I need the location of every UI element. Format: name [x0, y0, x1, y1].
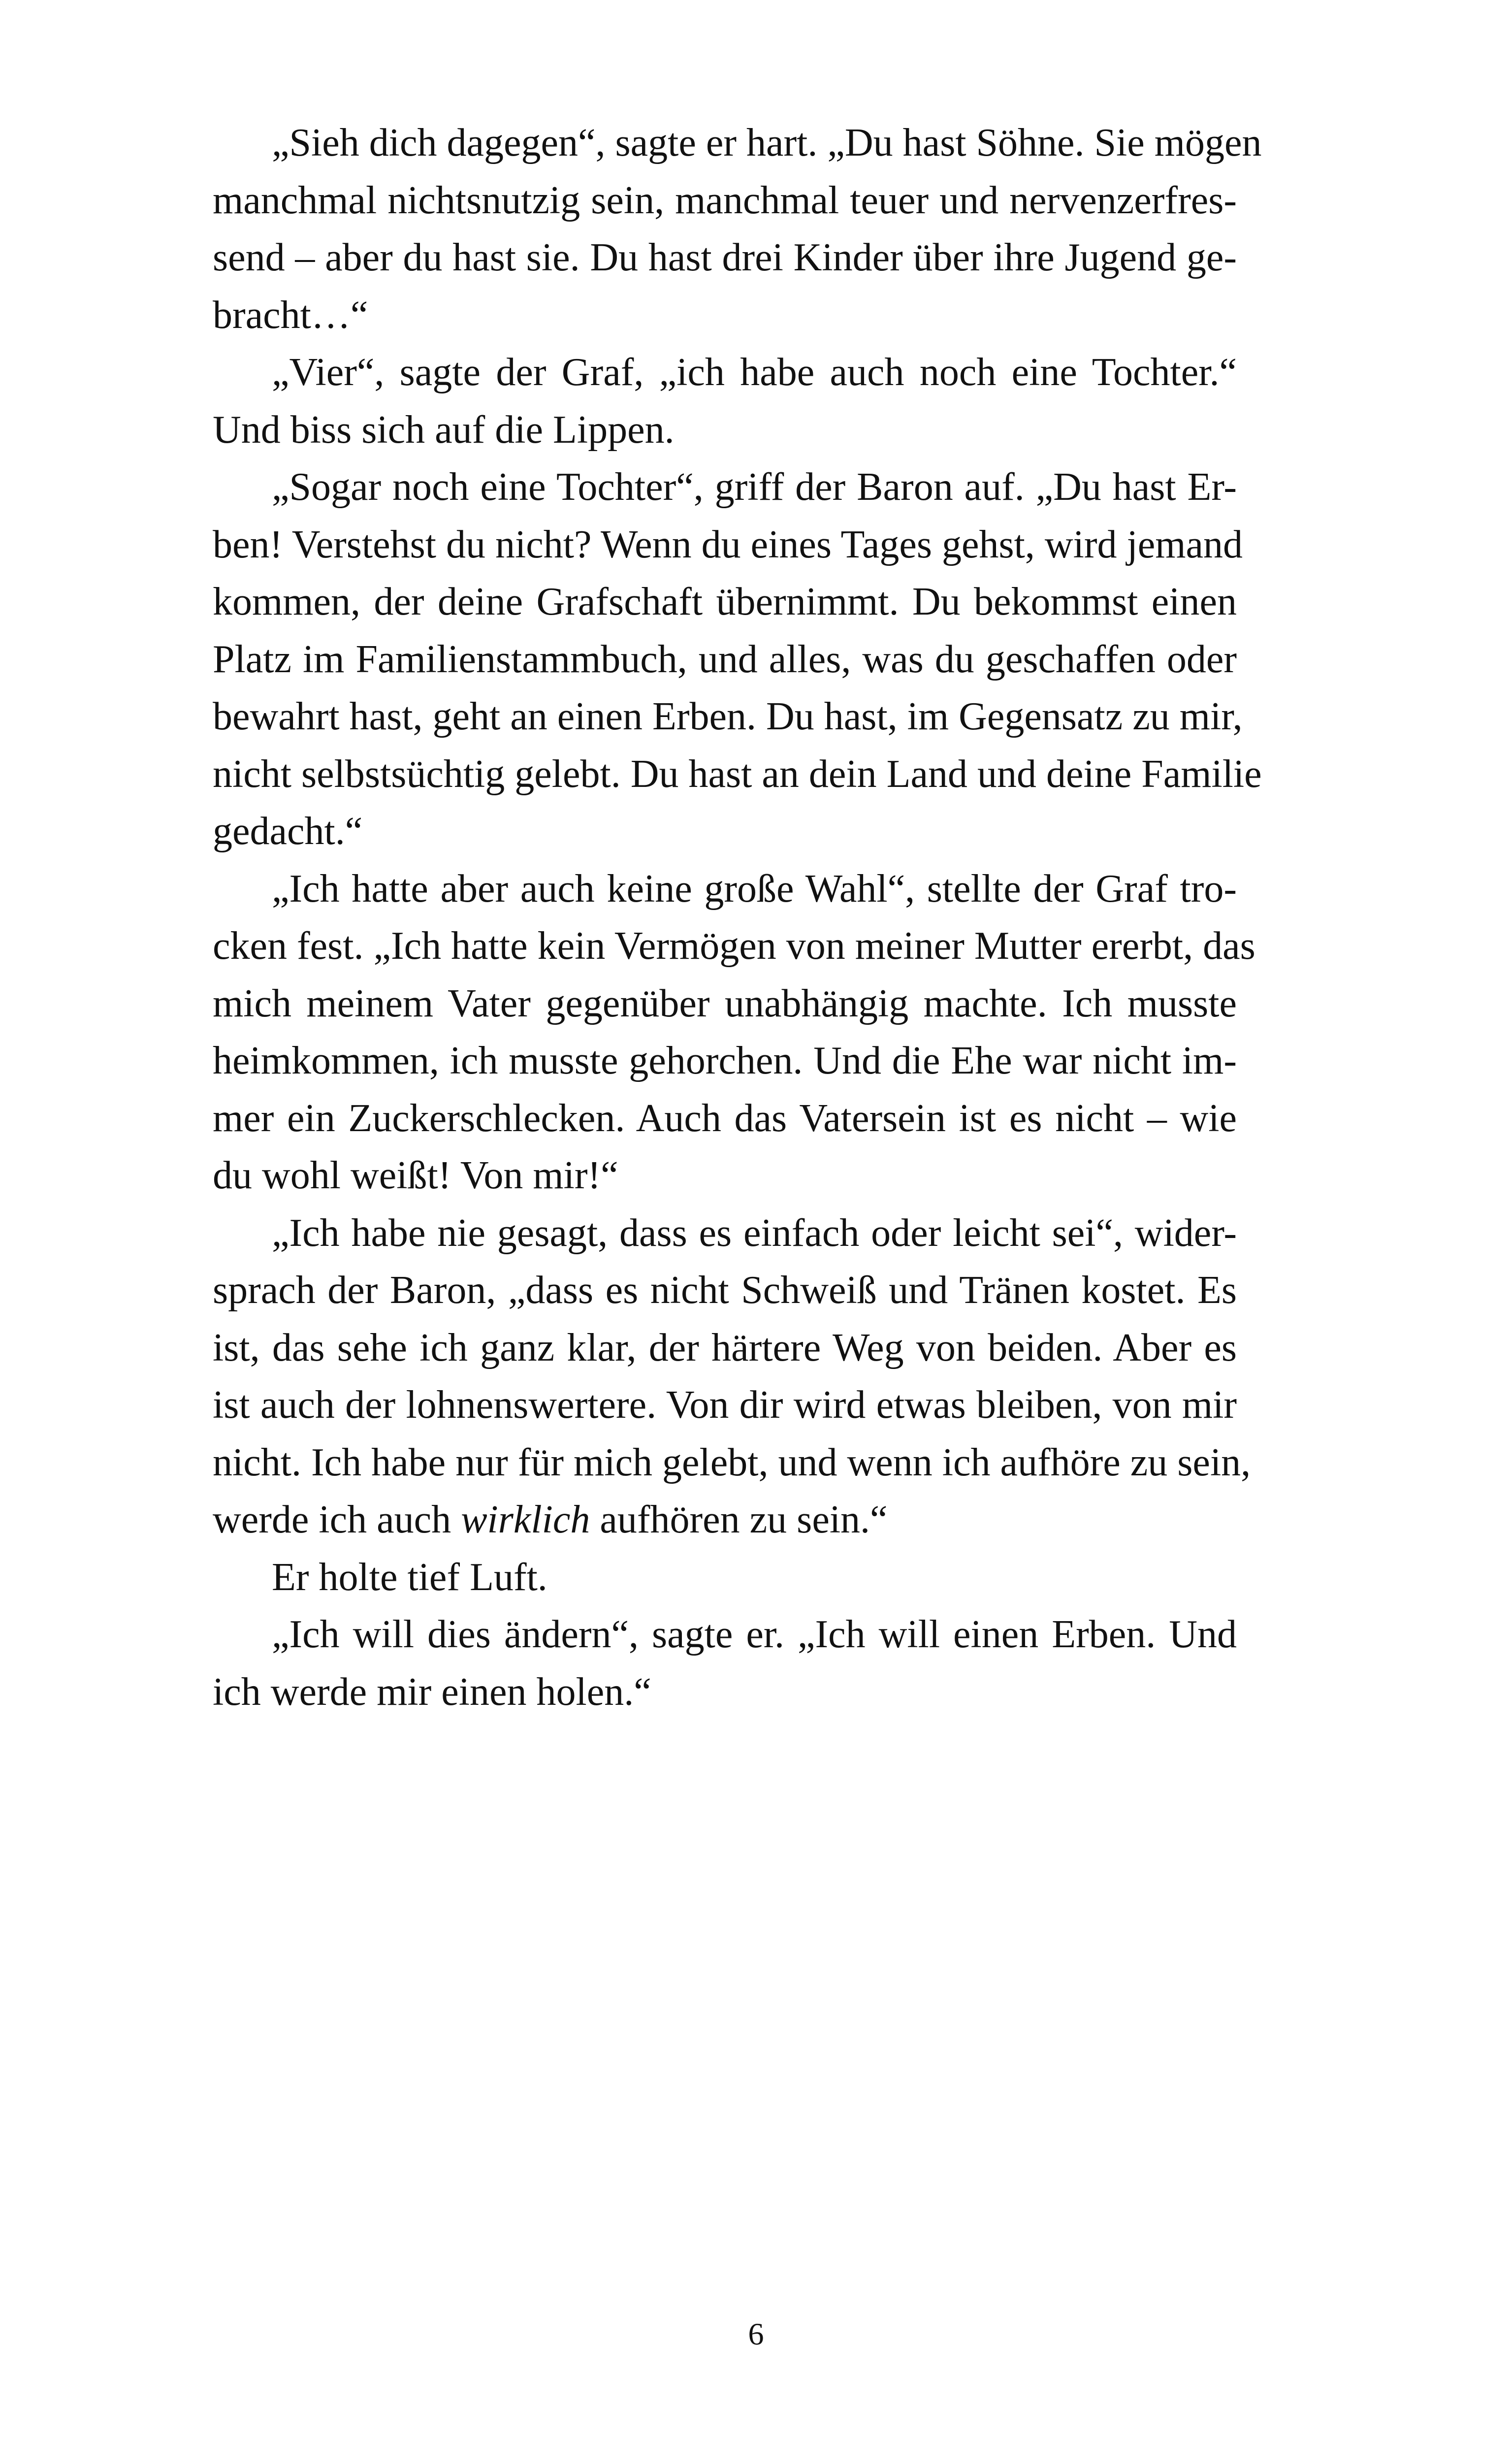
text-line: mich meinem Vater gegenüber unabhängig machte. Ich musste	[213, 981, 1237, 1025]
text-line: cken fest. „Ich hatte kein Vermögen von meiner Mutter ererbt, das	[213, 924, 1255, 968]
paragraph	[154, 1205, 1251, 1549]
text-line: ich werde mir einen holen.“	[213, 1670, 651, 1714]
text-line: mer ein Zuckerschlecken. Auch das Vatersein ist es nicht – wie	[213, 1096, 1237, 1140]
paragraph	[154, 1549, 1237, 1606]
text-line: send – aber du hast sie. Du hast drei Kinder über ihre Jugend ge-	[213, 236, 1237, 279]
text-line: heimkommen, ich musste gehorchen. Und die Ehe war nicht im-	[213, 1039, 1237, 1082]
text-line: „Ich will dies ändern“, sagte er. „Ich will einen Erben. Und	[272, 1613, 1237, 1656]
body-text	[154, 114, 1262, 1721]
paragraph	[154, 344, 1237, 458]
text-line: „Ich hatte aber auch keine große Wahl“, stellte der Graf tro-	[272, 867, 1237, 911]
text-line: gedacht.“	[213, 810, 363, 853]
text-line: manchmal nichtsnutzig sein, manchmal teuer und nervenzerfres-	[213, 178, 1237, 222]
text-line: kommen, der deine Grafschaft übernimmt. Du bekommst einen	[213, 580, 1237, 623]
text-line: sprach der Baron, „dass es nicht Schweiß und Tränen kostet. Es	[213, 1269, 1237, 1312]
text-line	[154, 1491, 1237, 1549]
text-line: „Sogar noch eine Tochter“, griff der Baron auf. „Du hast Er-	[272, 465, 1237, 509]
text-line: nicht selbstsüchtig gelebt. Du hast an dein Land und deine Familie	[213, 752, 1262, 796]
text-line: nicht. Ich habe nur für mich gelebt, und wenn ich aufhöre zu sein,	[213, 1440, 1251, 1484]
paragraph	[154, 458, 1262, 860]
text-line: du wohl weißt! Von mir!“	[213, 1154, 618, 1197]
text-segment: werde ich auch	[213, 1498, 461, 1541]
text-line: bewahrt hast, geht an einen Erben. Du hast, im Gegensatz zu mir,	[213, 695, 1243, 738]
text-line: „Ich habe nie gesagt, dass es einfach oder leicht sei“, wider-	[272, 1211, 1237, 1255]
text-line: „Vier“, sagte der Graf, „ich habe auch noch eine Tochter.“	[272, 351, 1237, 394]
paragraph	[154, 1606, 1237, 1721]
text-line: Platz im Familienstammbuch, und alles, was du geschaffen oder	[213, 637, 1237, 681]
paragraph	[154, 860, 1255, 1205]
text-line: bracht…“	[213, 293, 368, 337]
emphasized-word: wirklich	[461, 1498, 590, 1541]
text-line: Und biss sich auf die Lippen.	[213, 408, 675, 452]
text-line: „Sieh dich dagegen“, sagte er hart. „Du hast Söhne. Sie mögen	[272, 121, 1262, 164]
text-line: ben! Verstehst du nicht? Wenn du eines Tages gehst, wird jemand	[213, 522, 1243, 566]
paragraph	[154, 114, 1262, 344]
text-line: Er holte tief Luft.	[272, 1555, 547, 1599]
text-line: ist auch der lohnenswertere. Von dir wird etwas bleiben, von mir	[213, 1383, 1237, 1427]
text-line: ist, das sehe ich ganz klar, der härtere Weg von beiden. Aber es	[213, 1326, 1237, 1369]
text-segment: aufhören zu sein.“	[590, 1498, 888, 1541]
page-number: 6	[748, 2316, 764, 2351]
